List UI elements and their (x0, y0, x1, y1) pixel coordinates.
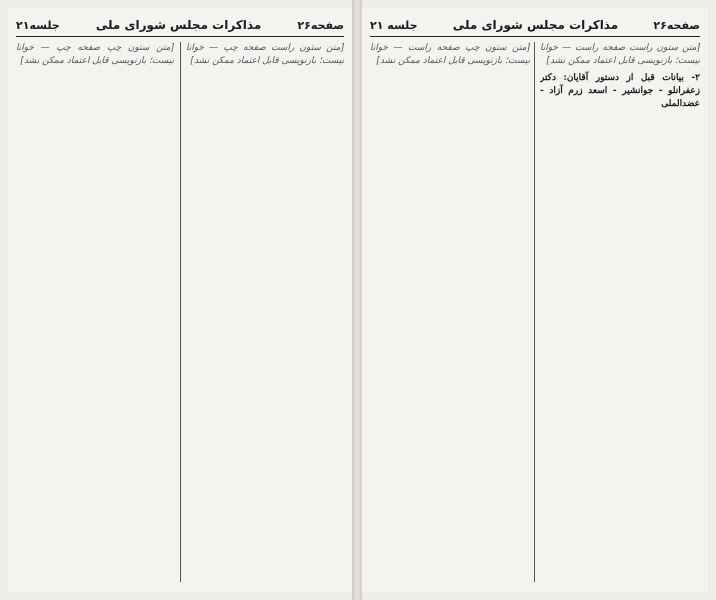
right-page-title: مذاکرات مجلس شورای ملی (452, 18, 619, 32)
paragraph: [متن ستون راست صفحه چپ — خوانا نیست؛ بازنویسی قابل اعتماد ممکن نشد] (186, 43, 344, 66)
paragraph: [متن ستون چپ صفحه راست — خوانا نیست؛ بازنویسی قابل اعتماد ممکن نشد] (370, 43, 530, 66)
left-page-header (16, 14, 344, 37)
left-page-number: صفحه۲۶ (297, 18, 344, 32)
left-page-title: مذاکرات مجلس شورای ملی (95, 18, 262, 32)
right-page-column-left (370, 42, 530, 582)
paragraph: [متن ستون چپ صفحه چپ — خوانا نیست؛ بازنویسی قابل اعتماد ممکن نشد] (16, 43, 174, 66)
right-page-header (370, 14, 700, 37)
column-divider (534, 42, 535, 582)
column-divider (180, 42, 181, 582)
left-page-session: جلسه۲۱ (16, 18, 60, 32)
left-page-column-right (186, 42, 344, 582)
left-page (8, 8, 352, 592)
right-page-column-right (540, 42, 700, 582)
right-page (362, 8, 708, 592)
right-page-session: جلسه ۲۱ (370, 18, 418, 32)
left-page-column-left (16, 42, 174, 582)
book-gutter (352, 0, 362, 600)
paragraph: [متن ستون راست صفحه راست — خوانا نیست؛ بازنویسی قابل اعتماد ممکن نشد] (540, 43, 700, 66)
section-heading: ۲- بیانات قبل از دستور آقایان: دکتر زعفرانلو - جوانشیر - اسعد زرم آزاد - عضدالملی (540, 73, 700, 109)
right-page-number: صفحه۲۶ (653, 18, 700, 32)
